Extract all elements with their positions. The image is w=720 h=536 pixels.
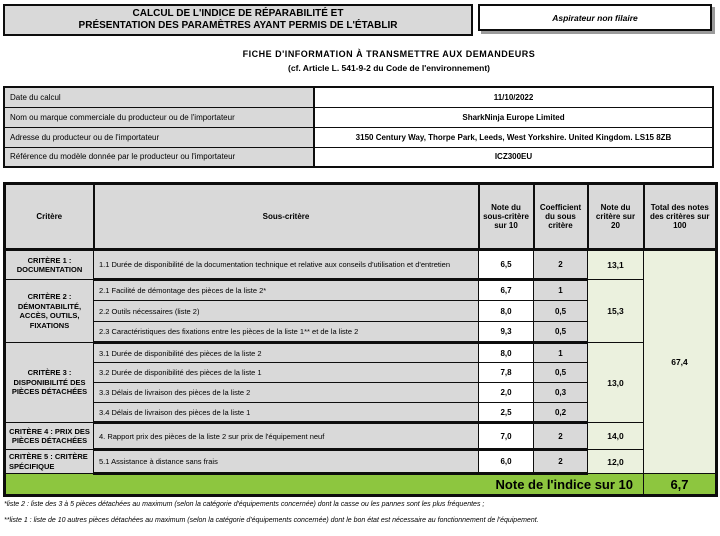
final-index-label: Note de l'indice sur 10 — [5, 474, 644, 496]
criterion-2-label: CRITÈRE 2 : DÉMONTABILITÉ, ACCÈS, OUTILS, FIXATIONS — [5, 280, 94, 343]
coefficient-value: 2 — [534, 423, 588, 450]
header-total: Total des notes des critères sur 100 — [644, 184, 717, 250]
info-label-brand: Nom ou marque commerciale du producteur ou de l'importateur — [4, 107, 314, 127]
total-score-100: 67,4 — [644, 250, 717, 474]
header-criterion: Critère — [5, 184, 94, 250]
coefficient-value: 1 — [534, 280, 588, 301]
footnote-list1: **liste 1 : liste de 10 autres pièces détachées au maximum (selon la catégorie d'équipements concernée) dont le bon état est nécessaire au fonctionnement de l'équipement. — [4, 517, 539, 524]
table-row — [5, 280, 717, 301]
score-table-header-row — [5, 184, 717, 250]
criterion-3-label: CRITÈRE 3 : DISPONIBILITÉ DES PIÈCES DÉTACHÉES — [5, 343, 94, 423]
coefficient-value: 0,3 — [534, 383, 588, 403]
sub-score-value: 8,0 — [479, 343, 534, 363]
sub-score-value: 9,3 — [479, 322, 534, 343]
criterion-1-label: CRITÈRE 1 : DOCUMENTATION — [5, 250, 94, 280]
coefficient-value: 0,5 — [534, 322, 588, 343]
table-row — [5, 450, 717, 474]
criterion-3-score20: 13,0 — [588, 343, 644, 423]
product-category-box — [478, 4, 712, 31]
final-index-row — [5, 474, 717, 496]
sub-criterion-text: 1.1 Durée de disponibilité de la documentation technique et relative aux conseils d'utilisation et d'entretien — [94, 250, 479, 280]
table-row — [4, 87, 713, 107]
table-row — [5, 343, 717, 363]
sub-criterion-text: 4. Rapport prix des pièces de la liste 2 sur prix de l'équipement neuf — [94, 423, 479, 450]
info-value-model: ICZ300EU — [314, 147, 713, 167]
table-row — [5, 250, 717, 280]
coefficient-value: 2 — [534, 250, 588, 280]
coefficient-value: 0,2 — [534, 403, 588, 423]
document-title-line1: CALCUL DE L'INDICE DE RÉPARABILITÉ ET — [132, 8, 344, 19]
product-category-label: Aspirateur non filaire — [552, 12, 638, 23]
coefficient-value: 0,5 — [534, 363, 588, 383]
sub-score-value: 8,0 — [479, 301, 534, 322]
info-label-address: Adresse du producteur ou de l'importateur — [4, 127, 314, 147]
sub-score-value: 7,0 — [479, 423, 534, 450]
info-label-date: Date du calcul — [4, 87, 314, 107]
header-sub-criterion: Sous-critère — [94, 184, 479, 250]
sub-criterion-text: 2.3 Caractéristiques des fixations entre les pièces de la liste 1** et de la liste 2 — [94, 322, 479, 343]
criterion-2-score20: 15,3 — [588, 280, 644, 343]
footnotes — [4, 501, 720, 525]
sub-criterion-text: 3.3 Délais de livraison des pièces de la liste 2 — [94, 383, 479, 403]
coefficient-value: 2 — [534, 450, 588, 474]
score-table — [3, 182, 718, 497]
header-coefficient: Coefficient du sous critère — [534, 184, 588, 250]
document-title-line2: PRÉSENTATION DES PARAMÈTRES AYANT PERMIS DE L'ÉTABLIR — [78, 20, 398, 31]
info-label-model: Référence du modèle donnée par le producteur ou l'importateur — [4, 147, 314, 167]
sub-score-value: 6,7 — [479, 280, 534, 301]
sub-score-value: 2,0 — [479, 383, 534, 403]
sub-score-value: 2,5 — [479, 403, 534, 423]
criterion-4-score20: 14,0 — [588, 423, 644, 450]
sub-score-value: 7,8 — [479, 363, 534, 383]
sub-criterion-text: 5.1 Assistance à distance sans frais — [94, 450, 479, 474]
info-value-date: 11/10/2022 — [314, 87, 713, 107]
document-header — [0, 0, 720, 36]
document-subtitle — [0, 49, 720, 73]
table-row — [4, 127, 713, 147]
table-row — [4, 147, 713, 167]
sub-criterion-text: 3.2 Durée de disponibilité des pièces de la liste 1 — [94, 363, 479, 383]
criterion-5-label: CRITÈRE 5 : CRITÈRE SPÉCIFIQUE — [5, 450, 94, 474]
footnote-list2: *liste 2 : liste des 3 à 5 pièces détachées au maximum (selon la catégorie d'équipements concernée) dont la casse ou les pannes sont les plus fréquentes ; — [4, 501, 485, 508]
sub-criterion-text: 3.4 Délais de livraison des pièces de la liste 1 — [94, 403, 479, 423]
header-sub-score: Note du sous-critère sur 10 — [479, 184, 534, 250]
criterion-4-label: CRITÈRE 4 : PRIX DES PIÈCES DÉTACHÉES — [5, 423, 94, 450]
subtitle-line1: FICHE D'INFORMATION À TRANSMETTRE AUX DEMANDEURS — [242, 49, 536, 59]
coefficient-value: 1 — [534, 343, 588, 363]
sub-criterion-text: 2.1 Facilité de démontage des pièces de la liste 2* — [94, 280, 479, 301]
sub-criterion-text: 3.1 Durée de disponibilité des pièces de la liste 2 — [94, 343, 479, 363]
criterion-5-score20: 12,0 — [588, 450, 644, 474]
document-title-box — [3, 4, 473, 36]
subtitle-line2: (cf. Article L. 541-9-2 du Code de l'environnement) — [288, 63, 490, 73]
criterion-1-score20: 13,1 — [588, 250, 644, 280]
table-row — [5, 423, 717, 450]
header-criterion-score: Note du critère sur 20 — [588, 184, 644, 250]
info-value-brand: SharkNinja Europe Limited — [314, 107, 713, 127]
final-index-value: 6,7 — [644, 474, 717, 496]
coefficient-value: 0,5 — [534, 301, 588, 322]
table-row — [4, 107, 713, 127]
sub-criterion-text: 2.2 Outils nécessaires (liste 2) — [94, 301, 479, 322]
producer-info-table — [3, 86, 714, 168]
info-value-address: 3150 Century Way, Thorpe Park, Leeds, West Yorkshire. United Kingdom. LS15 8ZB — [314, 127, 713, 147]
sub-score-value: 6,0 — [479, 450, 534, 474]
sub-score-value: 6,5 — [479, 250, 534, 280]
